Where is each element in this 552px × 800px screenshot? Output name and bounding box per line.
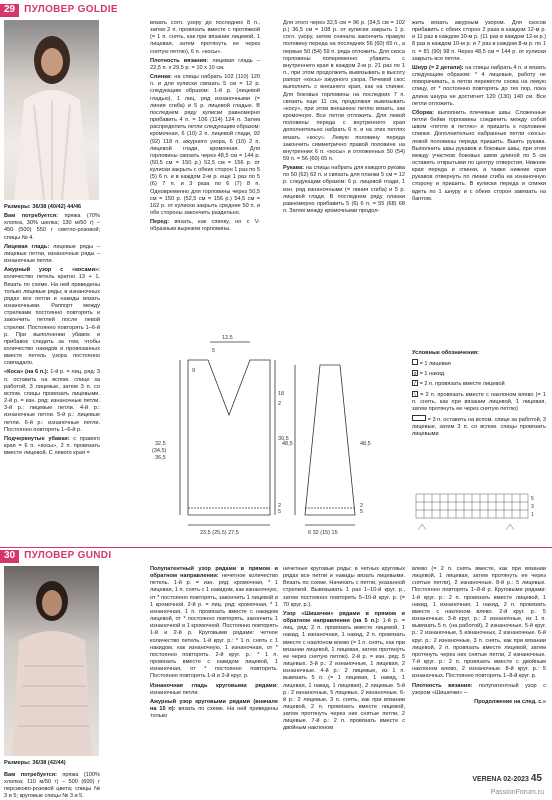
back-text: на спицы набрать 102 (110) 120 п. и для кулиски связать 5 см = 12 р. следующим образом: 1-й р. (лицевой гладью), 1 лиц. ряд изнаночными (= линия сгиба) и 5 р. лицевой гладью. В последнем ряду кулиски равномерно прибавить 4 п. = 106 (114) 124 п. Затем распределить петли следующим образом: кромочная, 6 (10) 2 п. лицевой глади, 92 (92) 118 п. ажурного узора, 6 (10) 2 п. лицевой глади, кромочная. Для горловины связать через 48,5 см = 144 р. (50,5 см = 150 р.) 52,5 см = 156 р. от кулиски закрыть с обеих сторон 1 раз по 5 (5) 6 п. и в каждом 2-м р. еще 1 раз по 5 (6) 7 п. и 3 раза по 6 (7) 8 п. Одновременно для горловины через 50,5 см = 150 р. (52,5 см = 156 р.) 54,5 см = 162 р. от кулиски закрыть средние 50 п. и обе стороны закончить раздельно. (150, 74, 261, 217)
col2c-text: вязать по схеме. На ней приведены только (150, 705, 278, 720)
section2-title: ПУЛОВЕР GUNDI (24, 550, 112, 562)
col2-intro: вязать согл. узору до последних 8 п., затем 2 п. провязать вместе с протяжкой (= 1 п. снять, как при вязании лицевой, 1 лицевая, затем протянуть ее через снятую петлю), 6 п. «косы». (150, 20, 260, 55)
model-photo-goldie (4, 20, 99, 200)
sizes2-text: Размеры: 36/38 (42/44) (4, 760, 66, 766)
knit-chart (412, 490, 546, 540)
section2-number: 30 (0, 550, 19, 563)
materials2-block (4, 772, 100, 800)
dec-label: Подчеркнутые убавки: (4, 435, 70, 442)
page-number: 45 (530, 773, 542, 785)
section1-col4 (412, 20, 546, 205)
watermark: PassionForum.ru (490, 789, 544, 797)
col4b-text: влево (= 2 п. снять вместе, как при вязании лицевой, 1 лицевая, затем протянуть ее через снятые петли), 2 изнаночные. 8-й р.: 5 лицевых. Постоянно повторять 1–8-й р. Круговыми рядами: 1-й круг. р.: 2 п. провязать вместе лицевой, 1 накид, 1 изнаночная, 1 накид, 2 п. провязать вместе с наклоном влево. 2-й круг. р.: 5 изнаночных. 3-й круг. р.: 2 изнаночные, из 1 п. вывязать 5 п. (на работой), 2 изнаночные. 5-й круг. р.: 2 изнаночные, 5 изнаночных, 2 изнаночные. 6-й круг. р.: 2 изнаночные, 3 п. снять, как при вязании лицевой, 2 п. провязать вместе лицевой, затем протянуть через них снятые петли, 2 изнаночные. 7-й круг. р.: 2 п. провязать вместе с двойным наклоном влево, 2 изнаночные. 8-й круг. р.: 5 изнаночных. Постоянно повторять 1–8-й круг. р. (412, 566, 546, 680)
model-silhouette (4, 20, 99, 200)
section1-col3 (283, 20, 405, 217)
density2-label: Плотность вязания: (412, 682, 473, 689)
front-text: вязать, как спинку, но с V-образным вырезом горловины. (150, 219, 260, 233)
assembly-text: выполнить плечевые швы. Сложенные петли бейки горловины соединить между собой швом «петля в петлю» и пришить к горловине спинки. Дополнительно набранные петли «косы» левой половины переда пришить. Вшить рукава. Выполнить швы рукавов и боковые швы, при этом между участков боковых швов длиной по 5 см оставить открытыми по центру отверстия. Нижние края переда и спинки, а также нижние края рукавов отвернуть по линии сгиба на изнаночную сторону и пришить. В кулиски переда и спинки вдеть по 1 шнуру и с обеих сторон завязать на бантом. (412, 109, 546, 202)
sleeve-outline (305, 365, 355, 515)
issue-number: 02-2023 (503, 776, 529, 784)
cable-text: 1-й р. = лиц. ряд: 3 п. оставить на вспом. спице за работой, 3 лицевые, затем 3 п. со вспом. спицы провязать лицевыми. 2-й р. = изн. ряд: изнаночные петли. 3-й р.: лицевые петли. 4-й р.: изнаночные петли. 5-й р.: лицевые петли. 6-й р.: изнаночные петли. Постоянно повторять 1–6-й р. (4, 369, 100, 433)
dim-r365: 36,5 (155, 455, 166, 461)
pattern-schematic (150, 330, 408, 545)
dim-top-5: 5 (212, 348, 216, 354)
dim-sleeve-right: 48,5 (360, 441, 371, 447)
dim-top-9: 9 (192, 368, 196, 374)
dim-r5: 5 (278, 509, 282, 515)
dim-r305: 30,5 (278, 436, 289, 442)
section-divider (0, 547, 552, 548)
legend-item-1: = 1 лицевая (412, 359, 546, 368)
dec-text: с правого края = 6 п. «косы», 2 п. провязать вместе лицевой. С левого края = (4, 435, 100, 457)
density-text: лицевая гладь – 22,5 п. x 29,5 р. = 10 x 10 см. (150, 57, 260, 71)
dim-r2: 2 (278, 401, 282, 407)
section1-col2 (150, 20, 260, 236)
legend-item-3: / = 2 п. провязать вместе лицевой (412, 380, 546, 388)
sleeve-text: на спицы набрать для каждого рукава по 50 (62) 62 п. и связать для планки 5 см = 12 р. следующим образом: 6 р. лицевой глади, 1 изн. ряд изнаночными (= линия сгиба) и 5 р. лицевой глади. В последнем ряду планки равномерно прибавить 5 (6) 6 п. = 55 (68) 68 п. Затем между кромочными продол- (283, 165, 405, 215)
materials-text: пряжа (70% хлопка, 30% шелка; 130 м/50 г) – 450 (500) 550 г светло-розовой; спицы № 4. (4, 213, 100, 241)
continued-label: Продолжение на след. с.» (474, 698, 546, 705)
dim-r18: 18 (278, 391, 285, 397)
arrow-left (418, 524, 426, 530)
page-footer (472, 773, 542, 786)
chart-row-3: 3 (531, 504, 534, 510)
col3b-text: 1-й р. = лиц. ряд: 2 п. провязать вместе лицевой, 1 накид, 1 изнаночная, 1 накид, 2 п. провязать вместе с наклоном влево (= 1 п. снять, как при вязании лицевой, 1 лицевая, затем протянуть ее через снятую петлю). 2-й р. = изн. ряд: 5 лицевых. 3-й р.: 2 изнаночные, 1 лицевая, 2 изнаночные. 4-й р.: 2 лицевые, из 1 п. вывязать 5 п. (= 1 лицевая, 1 накид, 1 лицевая, 1 накид, 1 лицевая), 2 лицевые. 5-й р.: 2 изнаночные, 5 лицевых, 2 изнаночные. 6-й р.: 2 лицевые, 3 п. снять, как при вязании лицевой, 2 п. провязать вместе лицевой, затем протянуть через них снятые петли, 2 лицевые. 7-й р.: 2 п. провязать вместе с двойным наклоном (283, 618, 406, 732)
col2b-text: изнаночные петли. (150, 689, 199, 696)
col4-text: жить вязать ажурным узором. Для скосов прибавить с обеих сторон 2 раза в каждом 12-м р. и 11 раз в каждом 10-м р. (11 раз в каждом 12-м р.) 8 раз в каждом 10-м р. и 7 раз в каждом 8-м р. по 1 п. = 81 (90) 98 п. Через 48,5 см = 144 р. от кулиски закрыть все петли. (412, 20, 546, 62)
legend-item-5: = 3 п. оставить на вспом. спице за работой, 3 лицевые, затем 3 п. со вспом. спицы провязать лицевыми (412, 417, 546, 438)
dim-sleeve-5: 5 (360, 509, 364, 515)
density-label: Плотность вязания: (150, 57, 209, 64)
col2b-title: Изнаночная гладь круговыми рядами: (150, 682, 278, 689)
chart-row-1: 1 (531, 512, 534, 518)
lace-label: Ажурный узор с «косами»: (4, 267, 100, 274)
col2c-title: Ажурный узор круговыми рядами (вначале на 15 п): (150, 698, 278, 712)
lace-text: количество петель кратно 13 + 1. Вязать по схеме. На ней приведены только лицевые ряды; в изнаночных рядах все петли и накиды вязать изнаночными. Раппорт между стрелками постоянно повторять и закончить петлей после левой стрелки. Постоянно повторять 1–6-й р. При выполнении убавок и прибавок следить за тем, чтобы количество накидов и провязанных вместе петель узора постоянно совпадало. (4, 274, 100, 367)
model-photo-gundi (4, 566, 99, 756)
col3-text: Для этого через 32,5 см = 96 р. (34,5 см = 102 р.) 36,5 см = 108 р. от кулиски закрыть 1 р. согл. узору, затем сначала закончить правую половину переда на последних 56 (60) 65 п., а первые 50 (54) 59 п. ряда отложить. Для скоса горловины попеременно убавить с внутреннего края в каждом 2-м р. 21 раз по 1 п., при этом продолжить вывязывать в высоту рапорт «косы» ажурного узора. Печевой скос выполнить с внешнего края, как на спинке. Для боковых горловины на последних 7 п. связать еще 11 см, продолжая вывязывать «косу», при этом внешнюю петлю вязать, как кромочную. Все петли отложить. Для левой половины переда с внутреннего края дополнительно набрать 6 п. и на этих петлях вязать «косу». Левую половину переда закончить симметрично правой половине на внутренних 6 п. «косы» и отложенных 50 (54) 59 п. = 56 (60) 65 п. (283, 20, 405, 162)
density2-text: полупатентный узор с узором «Шишечки» – (412, 682, 546, 696)
section1-header (0, 4, 118, 17)
section2-header (0, 550, 111, 563)
chart-row-5: 5 (531, 496, 534, 502)
section2-col1 (4, 760, 100, 769)
front-label: Перед: (150, 219, 170, 226)
arrow-right (506, 524, 514, 530)
purl-text: лицевые ряды – лицевые петли, изнаночные ряды – изнаночные петли. (4, 243, 100, 265)
materials-label: Вам потребуется: (4, 213, 58, 220)
dim-bottom: 23,5 (25,5) 27,5 (200, 530, 239, 536)
magazine-name: VERENA (472, 776, 502, 784)
dim-sleeve-bottom: 6 32 (15) 15 (308, 530, 338, 536)
materials2-label: Вам потребуется: (4, 772, 57, 778)
dim-top-neck: 12,5 (222, 335, 233, 341)
sizes-text: Размеры: 36/38 (40/42) 44/46 (4, 204, 82, 210)
legend-title: Условные обозначения: (412, 350, 480, 356)
sleeve-label: Рукава: (283, 165, 305, 172)
purl-label: Лицевая гладь: (4, 243, 50, 250)
section1-title: ПУЛОВЕР GOLDIE (24, 4, 118, 16)
dim-r325: 32,5 (155, 441, 166, 447)
legend-block (412, 350, 546, 441)
col3-intro: нечетные круговые ряды; в четных круговых рядах все петли и накиды вязать лицевыми. Вязать по схеме. Начинать с петли, указанной стрелкой. Вывязывать 1 раз 1–10-й круг. р., затем постоянно повторять 5–10-й круг. р. (= 70 круг. р.). (283, 566, 405, 608)
section1-number: 29 (0, 4, 19, 17)
dim-sleeve-2: 2 (360, 503, 364, 509)
dim-sleeve-left: 48,5 (282, 441, 293, 447)
cable-label: «Коса» (на 6 п.): (4, 369, 49, 376)
back-label: Спинка: (150, 74, 173, 81)
collar-text: на спицы набрать 4 п. и вязать следующим образом: * 4 лицевые, работу не поворачивать, а петли перевести снова на левую спицу, от * постоянно повторять до тех пор, пока длина шнура не достигнет 120 (130) 140 см. Все петли отложить. (412, 64, 547, 107)
col2-text: нечетное количество петель. 1-й р. = изн. ряд: кромочная, * 1 лицевая, 1 п. снять с 1 накидом, как изнаночную, от * постоянно повторять, закончить 1 лицевой и 1 кромочной. 2-й р. = лиц. ряд: кромочная, * 1 изнаночная, 1 п. провязать вместе с накидом лицевой, от * постоянно повторять, закончить 1 изнаночной и 1 кромочной. Постоянно повторять 1-й и 2-й р. Круговыми рядами: четное количество петель. 1-й круг. р.: * 1 п. снять с 1 накидом, как изнаночную, 1 изнаночная, от * постоянно повторять. 2-й круг. р.: * 1 п. провязать вместе с накидом лицевой, 1 изнаночная, от * постоянно повторять. Постоянно повторять 1-й и 2-й круг. р. (150, 573, 278, 680)
legend-item-4: \ = 2 п. провязать вместе с наклоном влево (= 1 п. снять, как при вязании лицевой, 1 лицевая, затем протянуть ее через снятую петлю) (412, 391, 546, 412)
dim-r2b: 2 (278, 503, 282, 509)
model-silhouette-2 (4, 566, 99, 756)
section2-col4 (412, 566, 546, 708)
section2-col2 (150, 566, 278, 722)
materials2-text: пряжа (100% хлопка; 110 м/50 г) – 500 (600) г персиково-розовой цвета; спицы № 3 и 5; круговые спицы № 3 и 5. (4, 772, 100, 800)
legend-item-2: o = 1 накид (413, 371, 445, 378)
section1-col1 (4, 204, 100, 459)
dim-r345: (34,5) (152, 448, 167, 454)
section2-col3 (283, 566, 405, 735)
assembly-label: Сборка: (412, 109, 435, 116)
body-outline (188, 360, 270, 515)
collar-label: Шнур (= 2 детали): (412, 64, 464, 71)
col2-title: Полупатентный узор рядами в прямом и обратном направлении: (150, 566, 278, 580)
col3-title: Узор «Шишечки» рядами в прямом и обратном направлении (на 5 п.): (283, 610, 405, 625)
